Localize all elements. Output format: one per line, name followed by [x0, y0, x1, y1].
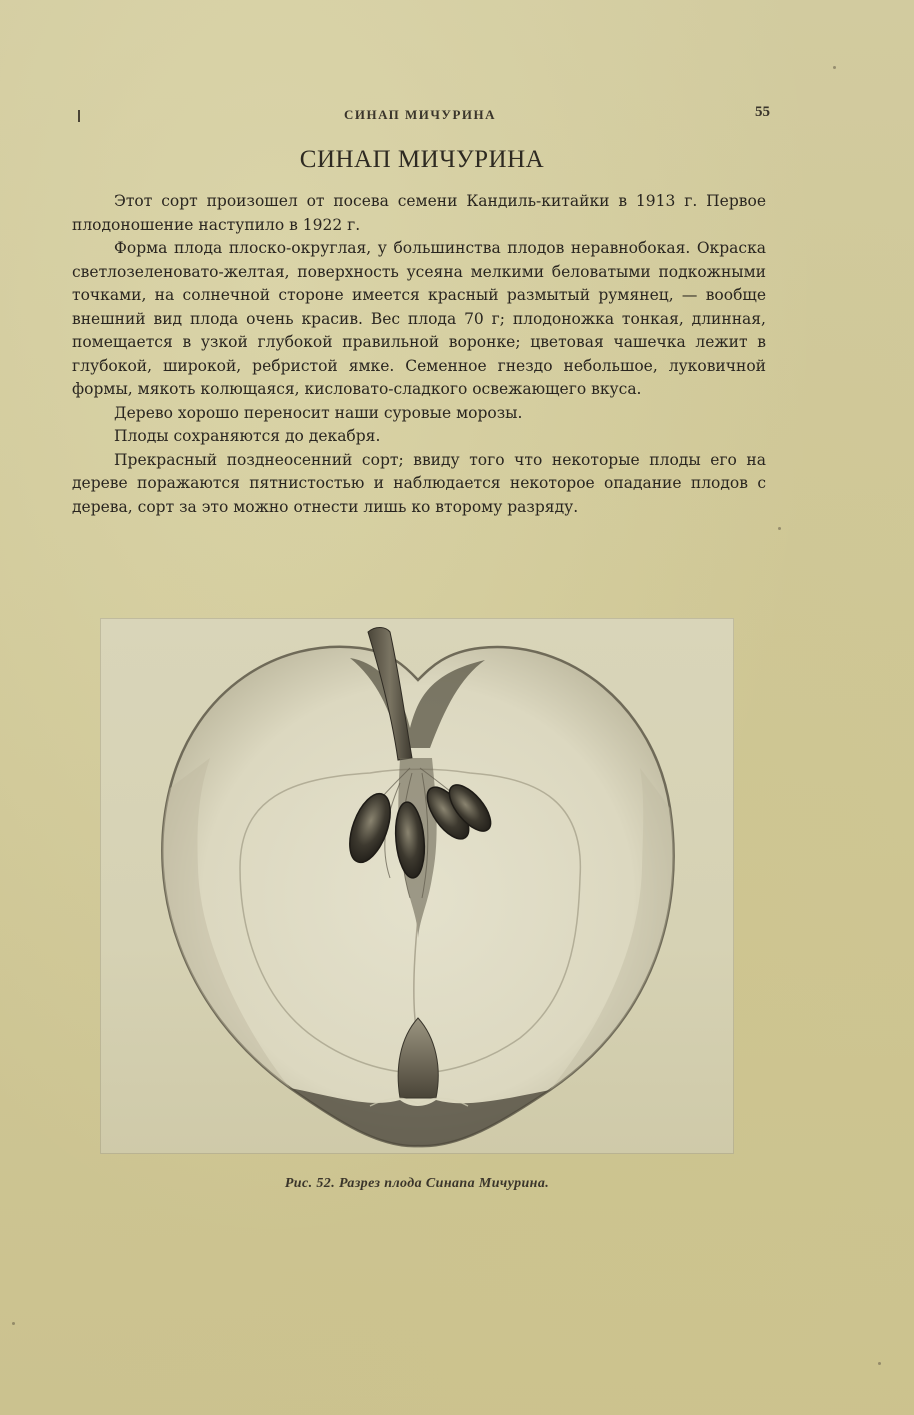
section-heading: СИНАП МИЧУРИНА [299, 146, 545, 173]
paragraph-description: Форма плода плоско-округлая, у большинства плодов неравнобокая. Окраска светлозеленовато-желтая, поверхность усеяна мелкими беловатыми подкожными точками, на солнечной стороне имеется красный размытый румянец, — вообще внешний вид плода очень красив. Вес плода 70 г; плодоножка тонкая, длинная, помещается в узкой глубокой правильной воронке; цветовая чашечка лежит в глубокой, широкой, ребристой ямке. Семенное гнездо небольшое, луковичной формы, мякоть колющаяся, кисловато-сладкого освежающего вкуса. [72, 239, 766, 398]
running-head-title: СИНАП МИЧУРИНА [343, 107, 497, 122]
figure-caption: Рис. 52. Разрез плода Синапа Мичурина. [284, 1176, 550, 1191]
running-head [70, 104, 770, 128]
print-speck [833, 66, 836, 69]
print-speck [778, 527, 781, 530]
print-speck [12, 1322, 15, 1325]
apple-cross-section-figure [100, 618, 734, 1154]
apple-cross-section-illustration [100, 618, 734, 1154]
paragraph-hardiness: Дерево хорошо переносит наши суровые морозы. [114, 403, 523, 422]
page-number: 55 [755, 104, 770, 120]
body-text [72, 190, 766, 519]
paragraph-storage: Плоды сохраняются до декабря. [114, 427, 381, 445]
print-speck [878, 1362, 881, 1365]
paragraph-assessment: Прекрасный позднеосенний сорт; ввиду того что некоторые плоды его на дереве поражаются пятнистостью и наблюдается некоторое опадание плодов с дерева, сорт за это можно отнести лишь ко второму разряду. [72, 450, 766, 516]
paragraph-origin: Этот сорт произошел от посева семени Кандиль-китайки в 1913 г. Первое плодоношение наступило в 1922 г. [72, 192, 766, 234]
